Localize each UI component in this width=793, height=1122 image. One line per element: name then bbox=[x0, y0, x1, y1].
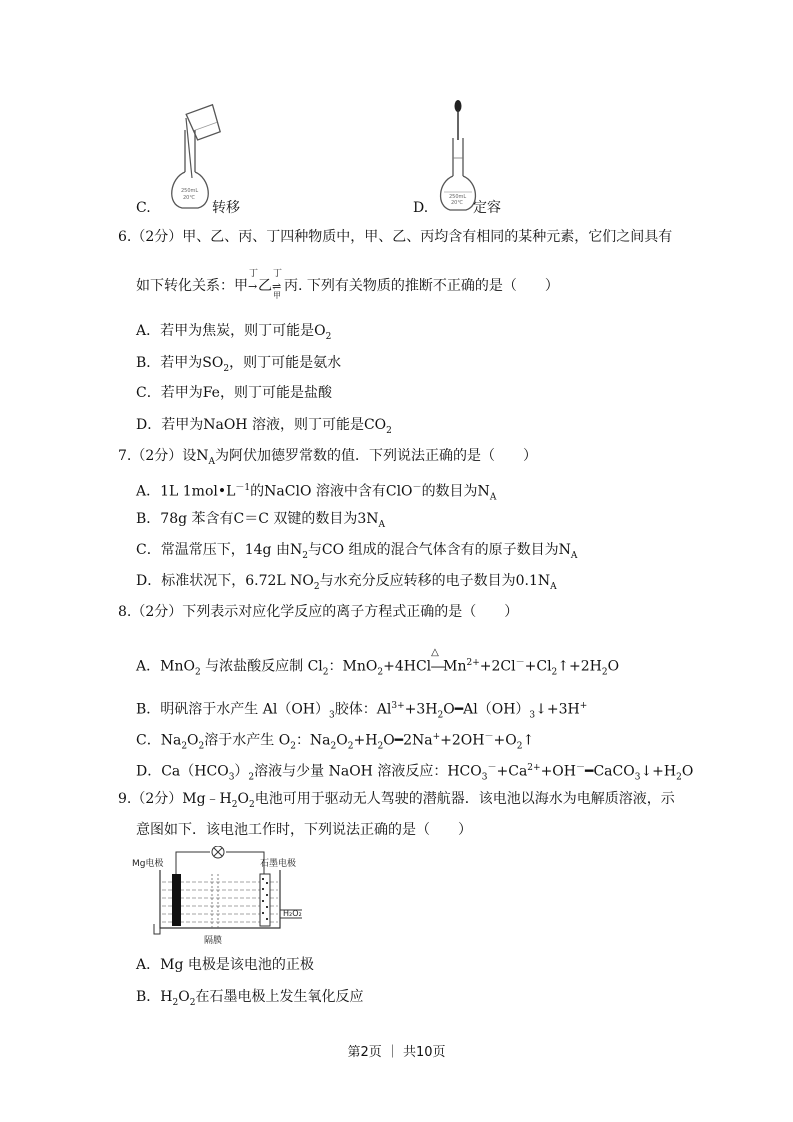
battery-diagram bbox=[132, 846, 312, 946]
transfer-apparatus-image bbox=[168, 100, 228, 212]
q8-stem: 8.（2分）下列表示对应化学反应的离子方程式正确的是（ ） bbox=[118, 604, 519, 620]
q6-stem-line2: 如下转化关系：甲 丁 →乙 丁 ⇌ 甲 丙. 下列有关物质的推断不正确的是（ ） bbox=[136, 269, 559, 300]
q6-option-b: B．若甲为$SO_2$，则丁可能是氨水 bbox=[136, 355, 342, 374]
q8-option-b: B．明矾溶于水产生 $Al(OH)_3$胶体：$Al^{3+}+3H_2O━Al(OH)_3↓+3H^+$ bbox=[136, 701, 588, 721]
membrane-label: 隔膜 bbox=[204, 936, 223, 946]
option-c-label: 转移 bbox=[212, 200, 240, 216]
flask-c-temp: 20℃ bbox=[183, 195, 195, 201]
option-c-letter: C. bbox=[136, 200, 151, 216]
q7-option-a: A．1L $1mol•L^{-1}$的NaClO 溶液中含有ClO－的数目为$N_A$ bbox=[136, 483, 497, 503]
q6-stem-line1: 6.（2分）甲、乙、丙、丁四种物质中，甲、乙、丙均含有相同的某种元素，它们之间具有 bbox=[118, 229, 673, 245]
h2o2-label: H₂O₂ bbox=[283, 909, 302, 918]
flask-c-volume: 250mL bbox=[181, 188, 199, 194]
q8-option-c: C．$Na_2O_2$溶于水产生 $O_2$：$Na_2O_2+H_2O━2Na^++2OH^-+O_2↑$ bbox=[136, 732, 535, 752]
q6-option-d: D．若甲为NaOH 溶液，则丁可能是$CO_2$ bbox=[136, 417, 392, 436]
q9-stem-line1: 9.（2分）$Mg﹣H_2O_2$电池可用于驱动无人驾驶的潜航器．该电池以海水为电解质溶液，示 bbox=[118, 791, 675, 810]
option-d-label: 定容 bbox=[473, 200, 501, 216]
q7-option-b: B．78g 苯含有C＝C 双键的数目为$3N_A$ bbox=[136, 511, 386, 530]
q7-option-c: C．常温常压下，14g 由$N_2$与CO 组成的混合气体含有的原子数目为$N_A$ bbox=[136, 542, 578, 561]
q7-option-d: D．标准状况下，6.72L $NO_2$与水充分反应转移的电子数目为$0.1N_A$ bbox=[136, 573, 557, 592]
flask-d-volume: 250mL bbox=[449, 194, 467, 200]
q9-stem-line2: 意图如下．该电池工作时，下列说法正确的是（ ） bbox=[136, 822, 472, 838]
q9-option-b: B．$H_2O_2$在石墨电极上发生氧化反应 bbox=[136, 989, 364, 1008]
q7-stem: 7.（2分）设$N_A$为阿伏加德罗常数的值．下列说法正确的是（ ） bbox=[118, 448, 538, 467]
q6-chain: 甲 丁 →乙 丁 ⇌ 甲 丙 bbox=[234, 269, 298, 300]
flask-d-temp: 20℃ bbox=[451, 200, 463, 206]
q8-option-d: D．$Ca(HCO_3)_2$溶液与少量 NaOH 溶液反应：$HCO_3^-+Ca^{2+}+OH^-━CaCO_3↓+H_2O$ bbox=[136, 763, 694, 783]
q6-option-a: A．若甲为焦炭，则丁可能是$O_2$ bbox=[136, 323, 332, 342]
fixed-volume-apparatus-image bbox=[436, 100, 486, 215]
graphite-electrode-label: 石墨电极 bbox=[260, 859, 297, 869]
q9-option-a: A．Mg 电极是该电池的正极 bbox=[136, 957, 314, 973]
page-footer: 第2页 ｜ 共10页 bbox=[347, 1045, 446, 1060]
q6-option-c: C．若甲为Fe，则丁可能是盐酸 bbox=[136, 385, 332, 401]
option-d-letter: D. bbox=[413, 200, 429, 216]
q8-option-a: A．MnO$_2$ 与浓盐酸反应制 $Cl_2$：MnO$_2$+4HCl △ $―Mn^{2+}+2Cl^-+Cl_2↑+2H_2O$ bbox=[136, 646, 620, 678]
mg-electrode-label: Mg电极 bbox=[132, 859, 164, 869]
